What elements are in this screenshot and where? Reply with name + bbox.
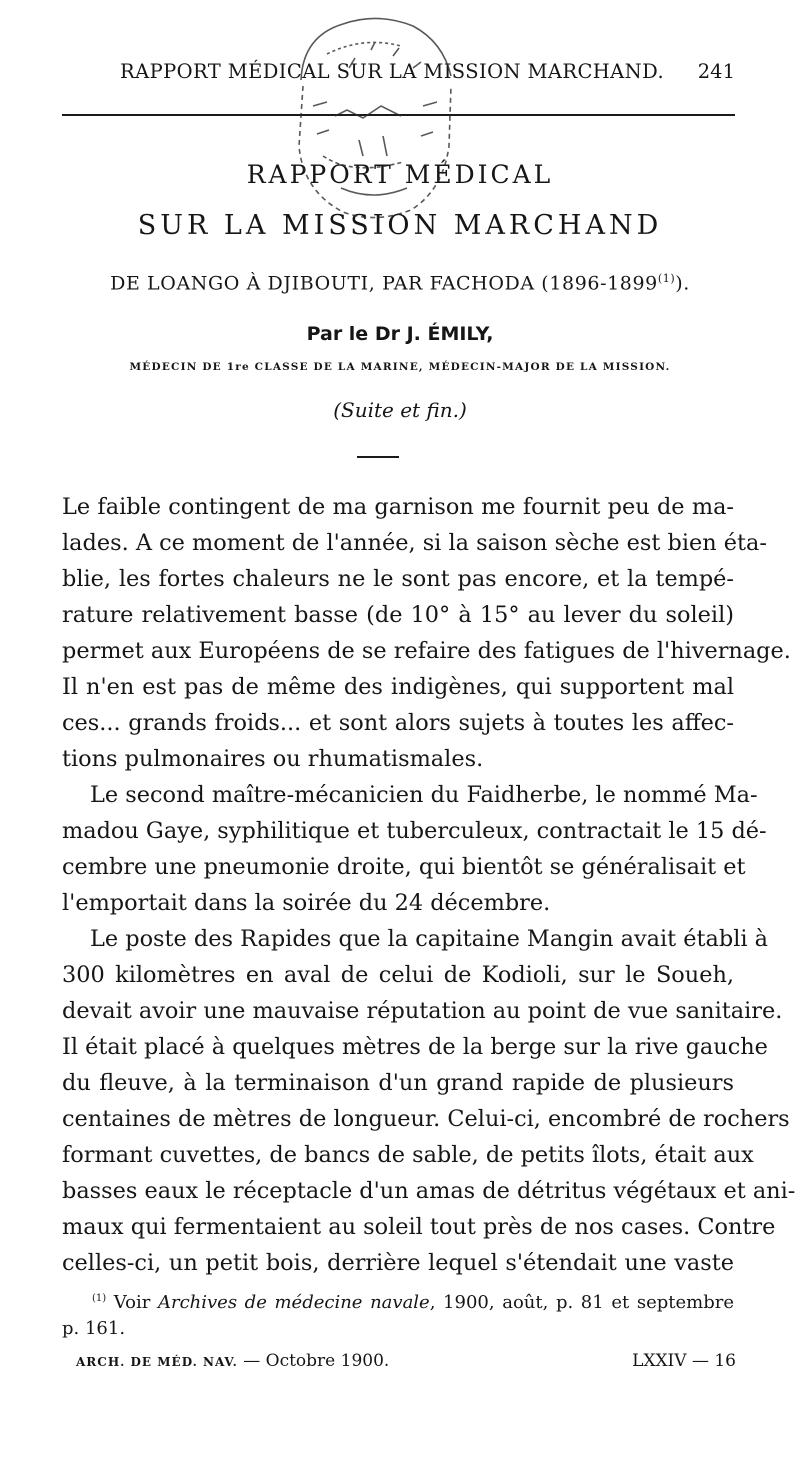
body-line: l'emportait dans la soirée du 24 décembre. (62, 890, 551, 916)
title-end: ). (675, 272, 690, 295)
continuation-note: (Suite et fin.) (333, 398, 467, 422)
body-line: celles-ci, un petit bois, derrière lequel s'étendait une vaste (62, 1250, 734, 1276)
article-title-line-2: SUR LA MISSION MARCHAND (137, 210, 663, 241)
body-line: centaines de mètres de longueur. Celui-ci, encombré de rochers (62, 1106, 790, 1132)
footnote-journal: Archives de médecine navale (157, 1292, 430, 1313)
article-title-line-1: RAPPORT MÉDICAL (246, 160, 554, 189)
body-line: tions pulmonaires ou rhumatismales. (62, 746, 484, 772)
signature-mark: LXXIV — 16 (632, 1351, 736, 1371)
footnote-line: p. 161. (62, 1318, 126, 1339)
title-footnote-marker: (1) (657, 272, 676, 285)
section-rule (357, 456, 399, 458)
library-stamp-icon (283, 6, 465, 224)
footnote-details: , 1900, août, p. 81 et septembre (429, 1292, 734, 1313)
article-title-line-3 (0, 272, 800, 294)
body-line: rature relativement basse (de 10° à 15° au lever du soleil) (62, 602, 734, 628)
body-line: blie, les fortes chaleurs ne le sont pas encore, et la tempé- (62, 566, 734, 592)
body-line: Le poste des Rapides que la capitaine Mangin avait établi à (90, 926, 769, 952)
body-line: lades. A ce moment de l'année, si la saison sèche est bien éta- (62, 530, 767, 556)
page-footer (76, 1351, 736, 1379)
body-line: Le second maître-mécanicien du Faidherbe, le nommé Ma- (90, 782, 758, 808)
body-line: basses eaux le réceptacle d'un amas de détritus végétaux et ani- (62, 1178, 796, 1204)
issue-date: — Octobre 1900. (243, 1351, 390, 1371)
body-line: Il était placé à quelques mètres de la berge sur la rive gauche (62, 1034, 768, 1060)
author-role: MÉDECIN DE 1re CLASSE DE LA MARINE, MÉDECIN-MAJOR DE LA MISSION. (129, 361, 671, 373)
body-line: permet aux Européens de se refaire des fatigues de l'hivernage. (62, 638, 791, 664)
body-line: Il n'en est pas de même des indigènes, qui supportent mal (62, 674, 734, 700)
body-line: cembre une pneumonie droite, qui bientôt se généralisait et (62, 854, 746, 880)
title-route: DE LOANGO À DJIBOUTI, PAR FACHODA (1896-1899 (110, 272, 658, 295)
page-number: 241 (697, 60, 735, 83)
footnote-line (62, 1286, 734, 1316)
running-title: RAPPORT MÉDICAL SUR LA MISSION MARCHAND. (120, 60, 665, 83)
body-line: devait avoir une mauvaise réputation au point de vue sanitaire. (62, 998, 783, 1024)
body-line: ces... grands froids... et sont alors sujets à toutes les affec- (62, 710, 734, 736)
footnote-text: Voir (113, 1292, 151, 1313)
body-line: Le faible contingent de ma garnison me fournit peu de ma- (62, 494, 734, 520)
byline: Par le Dr J. ÉMILY, (306, 323, 494, 345)
footnote (62, 1286, 734, 1342)
body-line: du fleuve, à la terminaison d'un grand rapide de plusieurs (62, 1070, 734, 1096)
body-line: formant cuvettes, de bancs de sable, de petits îlots, était aux (62, 1142, 754, 1168)
body-line: maux qui fermentaient au soleil tout près de nos cases. Contre (62, 1214, 776, 1240)
footnote-marker: (1) (92, 1293, 107, 1304)
body-line: madou Gaye, syphilitique et tuberculeux, contractait le 15 dé- (62, 818, 767, 844)
footer-journal (76, 1351, 389, 1371)
body-line: 300 kilomètres en aval de celui de Kodioli, sur le Soueh, (62, 962, 734, 988)
journal-abbreviation: ARCH. DE MÉD. NAV. (76, 1355, 238, 1369)
